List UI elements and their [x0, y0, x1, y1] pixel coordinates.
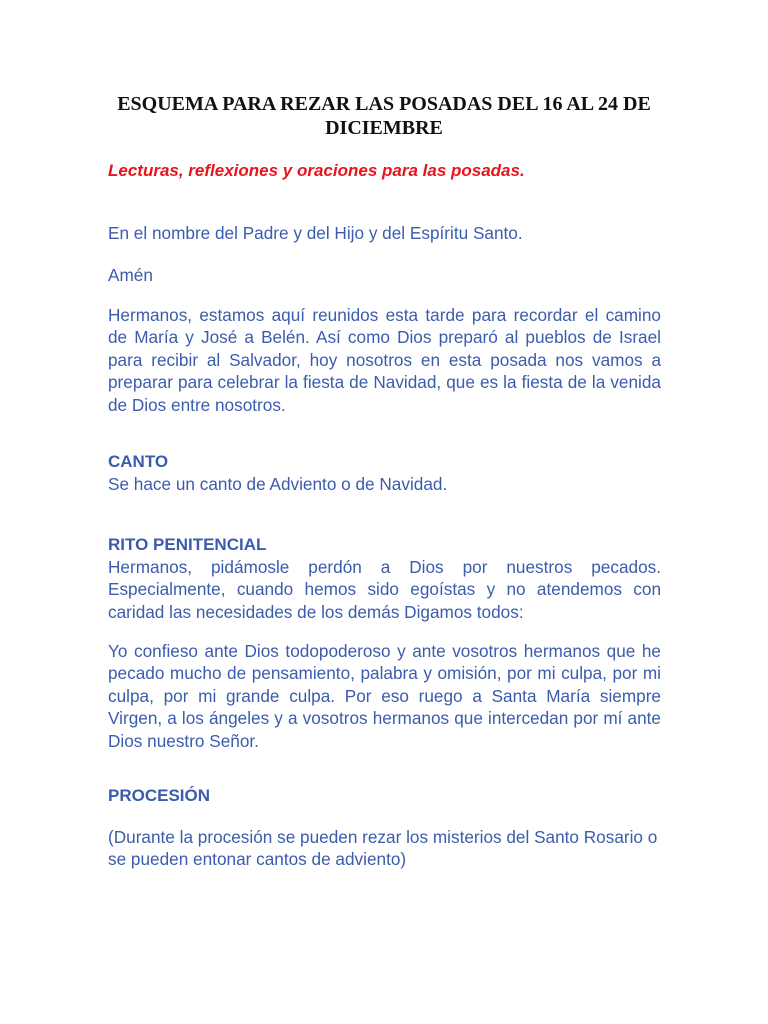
confession-paragraph: Yo confieso ante Dios todopoderoso y ante vosotros hermanos que he pecado mucho de pensamiento, palabra y omisión, por mi culpa, por mi culpa, por mi grande culpa. Por eso ruego a Santa María siempre Virgen, a los ángeles y a vosotros hermanos que intercedan por mí ante Dios nuestro Señor. — [108, 641, 661, 751]
document-title: ESQUEMA PARA REZAR LAS POSADAS DEL 16 AL 24 DE DICIEMBRE — [117, 93, 651, 139]
procesion-heading: PROCESIÓN — [108, 786, 211, 805]
rito-heading: RITO PENITENCIAL — [108, 535, 267, 554]
procesion-text: (Durante la procesión se pueden rezar los misterios del Santo Rosario o se pueden entonar cantos de adviento) — [108, 827, 658, 870]
invocation-text: En el nombre del Padre y del Hijo y del Espíritu Santo. — [108, 223, 523, 243]
document-subtitle: Lecturas, reflexiones y oraciones para las posadas. — [108, 161, 525, 180]
rito-text: Hermanos, pidámosle perdón a Dios por nuestros pecados. Especialmente, cuando hemos sido egoístas y no atendemos con caridad las necesidades de los demás Digamos todos: — [108, 557, 661, 622]
canto-text: Se hace un canto de Adviento o de Navidad. — [108, 474, 448, 494]
intro-paragraph: Hermanos, estamos aquí reunidos esta tarde para recordar el camino de María y José a Belén. Así como Dios preparó al pueblos de Israel para recibir al Salvador, hoy nosotros en esta posada nos vamos a preparar para celebrar la fiesta de Navidad, que es la fiesta de la venida de Dios entre nosotros. — [108, 305, 661, 415]
canto-heading: CANTO — [108, 452, 169, 471]
amen-text: Amén — [108, 265, 153, 285]
